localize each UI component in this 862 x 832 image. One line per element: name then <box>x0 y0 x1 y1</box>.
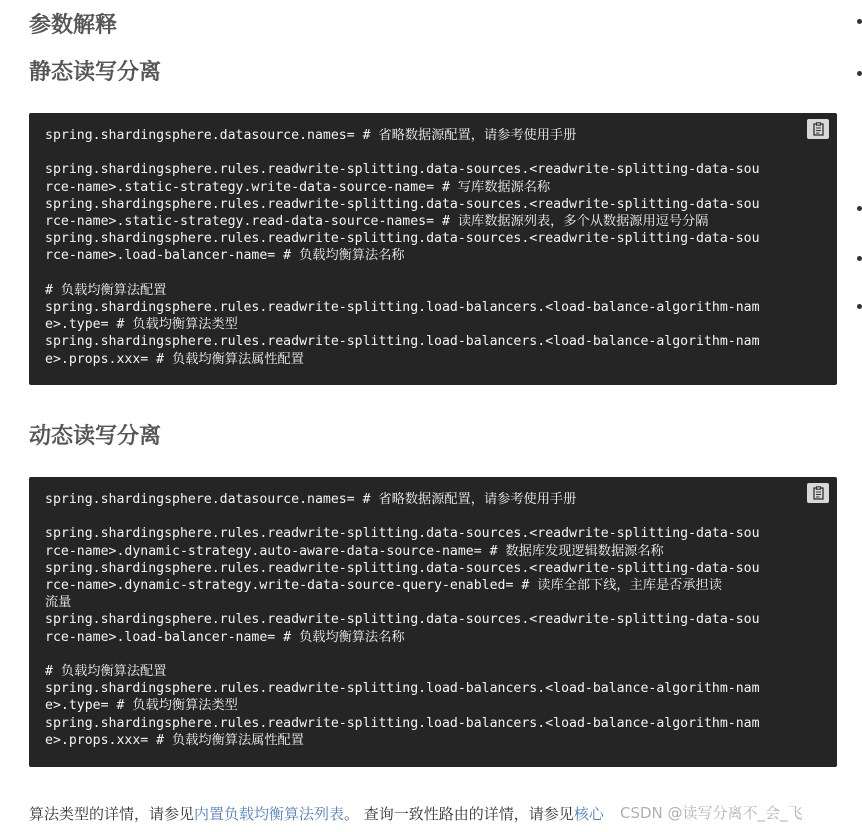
section-heading-static: 静态读写分离 <box>29 60 162 85</box>
footer-text-1: 算法类型的详情，请参见 <box>29 805 195 823</box>
footer-paragraph <box>29 803 604 824</box>
builtin-load-balance-link[interactable]: 内置负载均衡算法列表 <box>194 805 345 823</box>
sidebar-bullet <box>857 19 862 24</box>
sidebar-bullet <box>857 71 862 76</box>
copy-button[interactable] <box>807 483 829 503</box>
watermark: CSDN @读写分离不_会_飞 <box>620 804 803 822</box>
copy-button[interactable] <box>807 119 829 139</box>
copy-icon <box>811 486 825 500</box>
copy-icon <box>811 122 825 136</box>
code-text-static[interactable]: spring.shardingsphere.datasource.names= # 省略数据源配置，请参考使用手册 spring.shardingsphere.rules.readwrite-splitting.data-sources.<readwrite-splitting-data-sou rce-name>.static-strategy.write-data-source-name= # 写库数据源名称 spring.shardingsphere.rules.readwrite-splitting.data-sources.<readwrite-splitting-data-sou rce-name>.static-strategy.read-data-source-names= # 读库数据源列表，多个从数据源用逗号分隔 spring.shardingsphere.rules.readwrite-splitting.data-sources.<readwrite-splitting-data-sou rce-name>.load-balancer-name= # 负载均衡算法名称 # 负载均衡算法配置 spring.shardingsphere.rules.readwrite-splitting.load-balancers.<load-balance-algorithm-nam e>.type= # 负载均衡算法类型 spring.shardingsphere.rules.readwrite-splitting.load-balancers.<load-balance-algorithm-nam e>.props.xxx= # 负载均衡算法属性配置 <box>45 128 760 367</box>
code-block-dynamic <box>29 477 837 767</box>
section-heading-params: 参数解释 <box>29 13 118 38</box>
code-text-dynamic[interactable]: spring.shardingsphere.datasource.names= # 省略数据源配置，请参考使用手册 spring.shardingsphere.rules.readwrite-splitting.data-sources.<readwrite-splitting-data-sou rce-name>.dynamic-strategy.auto-aware-data-source-name= # 数据库发现逻辑数据源名称 spring.shardingsphere.rules.readwrite-splitting.data-sources.<readwrite-splitting-data-sou rce-name>.dynamic-strategy.write-data-source-query-enabled= # 读库全部下线，主库是否承担读 流量 spring.shardingsphere.rules.readwrite-splitting.data-sources.<readwrite-splitting-data-sou rce-name>.load-balancer-name= # 负载均衡算法名称 # 负载均衡算法配置 spring.shardingsphere.rules.readwrite-splitting.load-balancers.<load-balance-algorithm-nam e>.type= # 负载均衡算法类型 spring.shardingsphere.rules.readwrite-splitting.load-balancers.<load-balance-algorithm-nam e>.props.xxx= # 负载均衡算法属性配置 <box>45 492 760 748</box>
footer-text-2: 。 查询一致性路由的详情，请参见 <box>344 805 574 823</box>
sidebar-bullet <box>857 256 862 261</box>
code-block-static <box>29 113 837 385</box>
sidebar-bullet <box>857 304 862 309</box>
section-heading-dynamic: 动态读写分离 <box>29 424 162 449</box>
sidebar-bullet <box>857 206 862 211</box>
core-link[interactable]: 核心 <box>573 805 604 823</box>
